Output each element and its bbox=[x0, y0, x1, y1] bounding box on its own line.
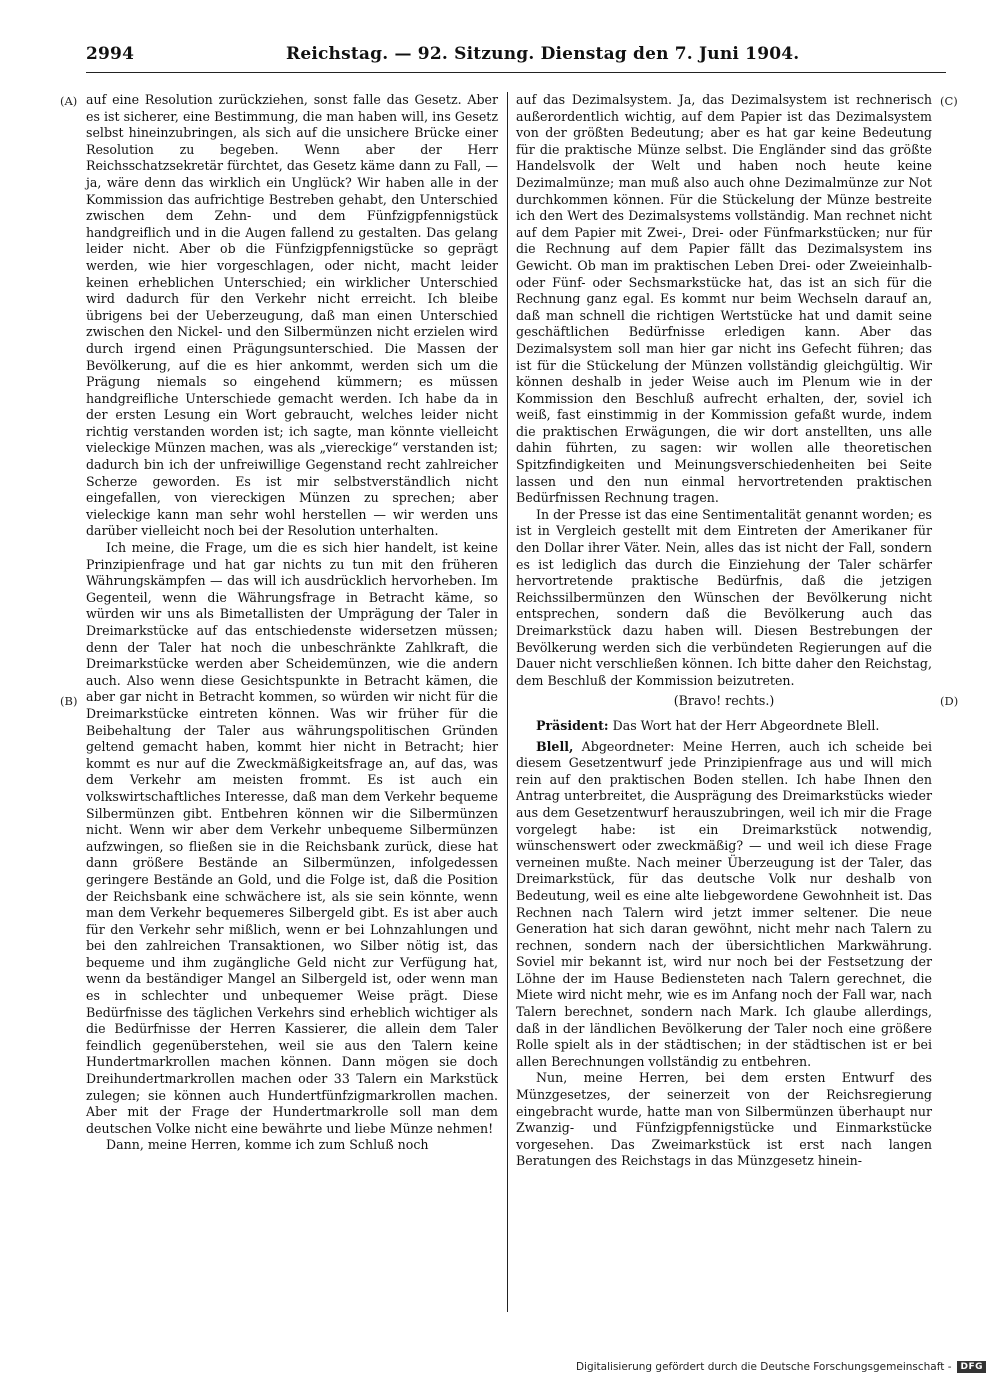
margin-marker-c: (C) bbox=[940, 94, 958, 108]
applause-note: (Bravo! rechts.) bbox=[673, 693, 775, 709]
dfg-logo: DFG bbox=[957, 1361, 986, 1373]
blell-text: Abgeordneter: Meine Herren, auch ich scheide bei diesem Gesetzentwurf jede Prinzipienfrage aus und will mich rein auf den praktischen Boden stellen. Ich habe Ihnen den Antrag unterbreitet, die Ausprägung des Dreimarkstücks wieder aus dem Gesetzentwurf herauszubringen, weil ich mir die Frage vorgelegt habe: ist ein Dreimarkstück notwendig, wünschenswert oder zweckmäßig? — und weil ich diese Frage verneinen mußte. Nach meiner Überzeugung ist der Taler, das Dreimarkstück, für das deutsche Volk nur deshalb von Bedeutung, weil es eine alte liebgewordene Gewohnheit ist. Das Rechnen nach Talern wird jetzt immer seltener. Die neue Generation hat sich daran gewöhnt, nicht mehr nach Talern zu rechnen, sondern nach der übersichtlichen Markwährung. Soviel mir bekannt ist, wird nur noch bei der Festsetzung der Löhne der im Hause Bediensteten nach Talern gerechnet, die Miete wird nicht mehr, wie es im Anfang noch der Fall war, nach Talern berechnet, sondern nach Mark. Ich glaube allerdings, daß in der ländlichen Bevölkerung der Taler noch eine größere Rolle spielt als in der städtischen; in der städtischen ist er bei allen Berechnungen vollständig zu entbehren. bbox=[516, 738, 932, 1069]
page-header bbox=[86, 44, 946, 74]
margin-marker-a: (A) bbox=[60, 94, 78, 108]
footer-text: Digitalisierung gefördert durch die Deutsche Forschungsgemeinschaft - bbox=[575, 1361, 952, 1373]
speaker-blell: Blell, bbox=[536, 738, 574, 754]
paragraph: auf das Dezimalsystem. Ja, das Dezimalsystem ist rechnerisch außerordentlich wichtig, auf dem Papier ist das Dezimalsystem von der größten Bedeutung; aber es hat gar keine Bedeutung für die praktische Münze selbst. Die Engländer sind das größte Handelsvolk der Welt und haben noch heute keine Dezimalmünze; man muß also auch ohne Dezimalmünze zur Not durchkommen können. Für die Stückelung der Münze bestreite ich den Wert des Dezimalsystems vollständig. Man rechnet nicht auf dem Papier mit Zwei-, Drei- oder Fünfmarkstücken; nur für die Rechnung auf dem Papier fällt das Dezimalsystem ins Gewicht. Ob man im praktischen Leben Drei- oder Zweieinhalb- oder Fünf- oder Sechsmarkstücke hat, das ist an sich für die Rechnung ganz egal. Es kommt nur beim Wechseln darauf an, daß man schnell die richtigen Wertstücke hat und damit seine geschäftlichen Bedürfnisse erledigen kann. Aber das Dezimalsystem soll man hier gar nicht ins Gefecht führen; das ist für die Stückelung der Münzen vollständig gleichgültig. Wir können deshalb in jeder Weise auch im Plenum wie in der Kommission den Beschluß aufrecht erhalten, der, soviel ich weiß, fast einstimmig in der Kommission gefaßt wurde, indem die praktischen Erwägungen, die wir dort anstellten, uns alle dahin führten, zu sagen: wir wollen alle theoretischen Spitzfindigkeiten und Meinungsverschiedenheiten bei Seite lassen und den nun einmal hervortretenden praktischen Bedürfnissen Rechnung tragen. bbox=[516, 92, 932, 506]
speaker-president: Präsident: bbox=[536, 717, 609, 733]
running-title: Reichstag. — 92. Sitzung. Dienstag den 7. Juni 1904. bbox=[286, 44, 800, 64]
right-column bbox=[516, 92, 932, 1310]
president-text: Das Wort hat der Herr Abgeordnete Blell. bbox=[612, 717, 880, 733]
column-divider bbox=[507, 92, 508, 1312]
paragraph: auf eine Resolution zurückziehen, sonst falle das Gesetz. Aber es ist sicherer, eine Bestimmung, die man haben will, ins Gesetz selbst hineinzubringen, als sich auf die unsichere Brücke einer Resolution zu begeben. Wenn aber der Herr Reichsschatzsekretär fürchtet, das Gesetz käme dann zu Fall, — ja, wäre denn das wirklich ein Unglück? Wir haben alle in der Kommission das aufrichtige Bestreben gehabt, den Unterschied zwischen dem Zehn- und dem Fünfzigpfennigstück handgreiflich und in die Augen fallend zu gestalten. Das gelang leider nicht. Aber ob die Fünfzigpfennigstücke so geprägt werden, wie hier vorgeschlagen, oder nicht, macht leider keinen erheblichen Unterschied; ein wirklicher Unterschied wird dadurch für den Verkehr nicht erreicht. Ich bleibe übrigens bei der Ueberzeugung, daß man einen Unterschied zwischen den Nickel- und den Silbermünzen nicht erzielen wird durch irgend einen Prägungsunterschied. Die Massen der Bevölkerung, auf die es hier ankommt, werden sich um die Prägung niemals so eingehend kümmern; es müssen handgreifliche Unterschiede gemacht werden. Ich habe da in der ersten Lesung ein Wort gebraucht, welches leider nicht richtig verstanden worden ist; ich sagte, man könnte vielleicht vieleckige Münzen machen, was als „viereckige“ verstanden ist; dadurch bin ich der unfreiwillige Gegenstand recht zahlreicher Scherze geworden. Es ist mir selbstverständlich nicht eingefallen, von viereckigen Münzen zu sprechen; aber vieleckige kann man sehr wohl herstellen — wir werden uns darüber vielleicht noch bei der Resolution unterhalten. bbox=[86, 92, 498, 539]
paragraph: Ich meine, die Frage, um die es sich hier handelt, ist keine Prinzipienfrage und hat gar nichts zu tun mit den früheren Währungskämpfen — das will ich ausdrücklich hervorheben. Im Gegenteil, wenn die Währungsfrage in Betracht käme, so würden wir uns als Bimetallisten der Umprägung der Taler in Dreimarkstücke auf das entschiedenste widersetzen müssen; denn der Taler hat noch die unbeschränkte Zahlkraft, die Dreimarkstücke werden aber Scheidemünzen, wie die andern auch. Also wenn diese Gesichtspunkte in Betracht kämen, die aber gar nicht in Betracht kommen, so würden wir nicht für die Dreimarkstücke eintreten können. Was wir früher für die Beibehaltung der Taler aus währungspolitischen Gründen geltend gemacht haben, kommt hier nicht in Betracht; hier kommt es nur auf die Zweckmäßigkeitsfrage an, auf das, was dem Verkehr am meisten frommt. Es ist auch ein volkswirtschaftliches Interesse, daß man dem Verkehr bequeme Silbermünzen gibt. Entbehren können wir die Silbermünzen nicht. Wenn wir aber dem Verkehr unbequeme Silbermünzen aufzwingen, so fließen sie in die Reichsbank zurück, diese hat dann größere Bestände an Silbermünzen, infolgedessen geringere Bestände an Gold, und die Folge ist, daß die Position der Reichsbank eine schwächere ist, als sie sein könnte, wenn man dem Verkehr bequemeres Silbergeld gibt. Es ist aber auch für den Verkehr sehr mißlich, wenn er bei Lohnzahlungen und bei den zahlreichen Transaktionen, wo Silber nötig ist, das bequeme und ihm zugängliche Geld nicht zur Verfügung hat, wenn da beständiger Mangel an Silbergeld ist, oder wenn man es in schlechter und unbequemer Weise prägt. Diese Bedürfnisse des täglichen Verkehrs sind erheblich wichtiger als die Bedürfnisse der Herren Kassierer, die allein dem Taler feindlich gegenüberstehen, weil sie aus den Talern keine Hundertmarkrollen machen können. Dann mögen sie doch Dreihundertmarkrollen machen oder 33 Talern ein Markstück zulegen; sie können auch Hundertfünfzigmarkrollen machen. Aber mit der Frage der Hundertmarkrolle soll man dem deutschen Volke nicht eine bewährte und liebe Münze nehmen! bbox=[86, 540, 498, 1136]
header-rule bbox=[86, 72, 946, 73]
paragraph: Dann, meine Herren, komme ich zum Schluß noch bbox=[106, 1137, 429, 1153]
margin-marker-d: (D) bbox=[940, 694, 959, 708]
left-column bbox=[86, 92, 498, 1310]
page-number: 2994 bbox=[86, 44, 135, 64]
footer-credit bbox=[576, 1361, 986, 1373]
margin-marker-b: (B) bbox=[60, 694, 78, 708]
blell-speech bbox=[516, 739, 932, 1071]
paragraph: In der Presse ist das eine Sentimentalität genannt worden; es ist in Vergleich gestellt mit dem Eintreten der Amerikaner für den Dollar ihrer Väter. Nein, alles das ist nicht der Fall, sondern es ist lediglich das durch die Einziehung der Taler schärfer hervortretende praktische Bedürfnis, daß die jetzigen Reichssilbermünzen den Wünschen der Bevölkerung nicht entsprechen, sondern daß die Bevölkerung auch das Dreimarkstück dazu haben will. Diesen Bestrebungen der Bevölkerung werden sich die verbündeten Regierungen auf die Dauer nicht verschließen können. Ich bitte daher den Reichstag, dem Beschluß der Kommission beizutreten. bbox=[516, 506, 932, 688]
president-statement bbox=[516, 718, 932, 735]
paragraph: Nun, meine Herren, bei dem ersten Entwurf des Münzgesetzes, der seinerzeit von der Reichsregierung eingebracht wurde, hatte man von Silbermünzen überhaupt nur Zwanzig- und Fünfzigpfennigstücke und Einmarkstücke vorgesehen. Das Zweimarkstück ist erst nach langen Beratungen des Reichstags in das Münzgesetz hinein- bbox=[516, 1070, 932, 1169]
